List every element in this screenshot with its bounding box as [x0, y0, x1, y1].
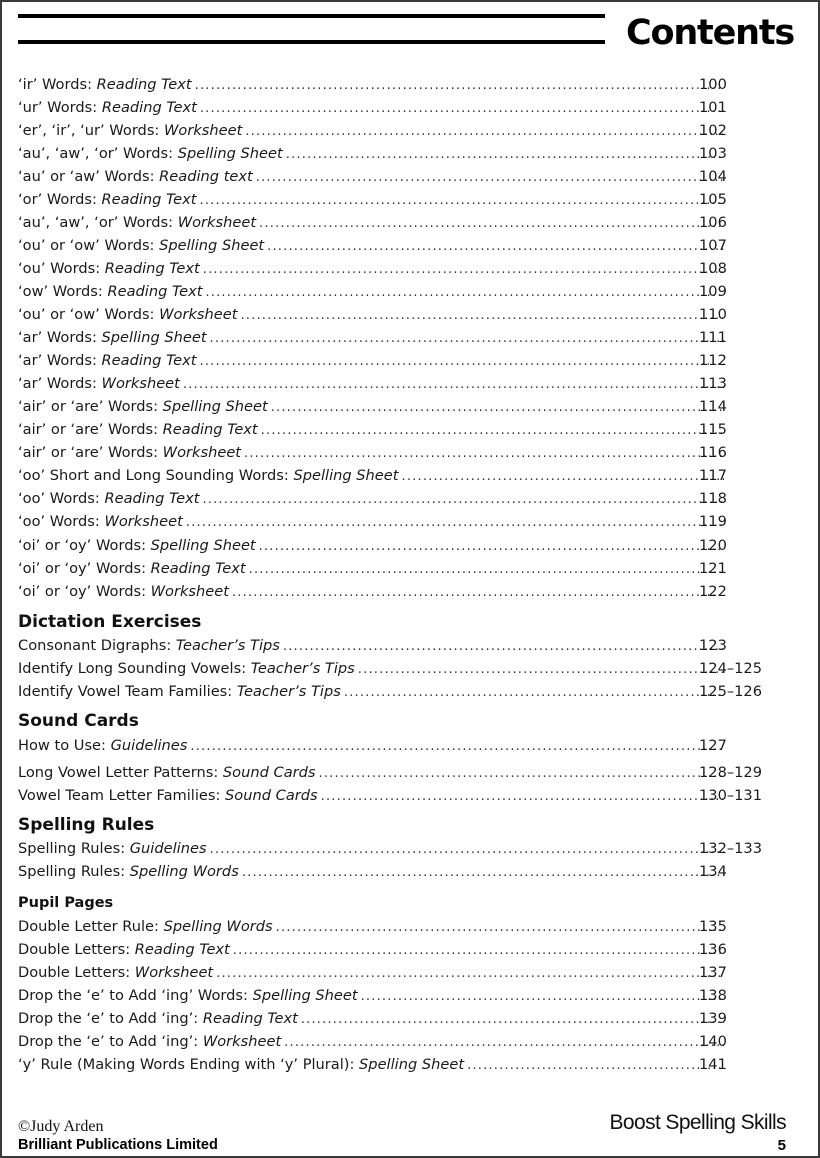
dot-leader: [301, 1010, 724, 1030]
toc-entry[interactable]: [18, 582, 728, 602]
dot-leader: [321, 787, 724, 807]
dot-leader: [195, 76, 724, 96]
toc-entry-page: 117: [699, 467, 727, 484]
header-rule-bottom: [18, 40, 605, 44]
toc-entry-type: Worksheet: [202, 1033, 282, 1050]
toc-entry-topic: Drop the ‘e’ to Add ‘ing’:: [18, 1010, 203, 1027]
toc-entry-page: 118: [699, 490, 727, 507]
toc-entry-topic: Identify Vowel Team Families:: [18, 683, 237, 700]
toc-entry-topic: ‘air’ or ‘are’ Words:: [18, 444, 163, 461]
toc-entry-type: Reading Text: [104, 490, 200, 507]
toc-entry-topic: ‘ir’ Words:: [18, 76, 97, 93]
dot-leader: [200, 191, 725, 211]
toc-entry-topic: ‘er’, ‘ir’, ‘ur’ Words:: [18, 122, 164, 139]
toc-entry-title: [18, 636, 280, 656]
toc-entry-title: [18, 305, 237, 325]
toc-entry-topic: ‘au’, ‘aw’, ‘or’ Words:: [18, 145, 178, 162]
toc-entry-page: 140: [699, 1033, 727, 1050]
toc-entry[interactable]: [18, 75, 728, 95]
toc-entry[interactable]: [18, 1055, 728, 1075]
toc-entry-topic: Drop the ‘e’ to Add ‘ing’ Words:: [18, 987, 253, 1004]
toc-entry-topic: ‘ow’ Words:: [18, 283, 108, 300]
toc-entry-title: [18, 786, 318, 806]
toc-entry-title: [18, 917, 273, 937]
toc-entry-page: 104: [699, 168, 727, 185]
publisher-name: Brilliant Publications Limited: [18, 1137, 218, 1153]
toc-entry-title: [18, 512, 183, 532]
toc-entry-title: [18, 75, 192, 95]
toc-entry-title: [18, 443, 241, 463]
dot-leader: [361, 987, 724, 1007]
toc-entry-title: [18, 489, 199, 509]
toc-entry-page: 102: [699, 122, 727, 139]
toc-entry-page: 136: [699, 941, 727, 958]
toc-entry[interactable]: [18, 144, 728, 164]
toc-entry-page: 116: [699, 444, 727, 461]
toc-entry-topic: ‘ar’ Words:: [18, 329, 102, 346]
toc-entry[interactable]: [18, 917, 728, 937]
toc-entry-type: Worksheet: [162, 444, 242, 461]
toc-entry-title: [18, 167, 253, 187]
toc-entry-title: [18, 536, 256, 556]
toc-entry-topic: ‘au’, ‘aw’, ‘or’ Words:: [18, 214, 178, 231]
toc-entry-title: [18, 374, 180, 394]
toc-entry-topic: ‘ou’ or ‘ow’ Words:: [18, 306, 160, 323]
dot-leader: [276, 918, 724, 938]
toc-entry-type: Reading Text: [150, 560, 246, 577]
toc-entry-page: 103: [699, 145, 727, 162]
toc-entry-type: Spelling Sheet: [150, 537, 256, 554]
dot-leader: [259, 537, 724, 557]
toc-entry-title: [18, 963, 213, 983]
dot-leader: [249, 560, 724, 580]
toc-entry-page: 122: [699, 583, 727, 600]
toc-entry[interactable]: [18, 374, 728, 394]
toc-entry[interactable]: [18, 1032, 728, 1052]
toc-entry[interactable]: [18, 328, 728, 348]
toc-entry-type: Reading Text: [96, 76, 192, 93]
toc-entry-page: 124–125: [699, 660, 763, 677]
toc-entry-page: 100: [699, 76, 727, 93]
dot-leader: [283, 637, 724, 657]
toc-entry-type: Spelling Sheet: [252, 987, 358, 1004]
toc-entry[interactable]: [18, 763, 763, 783]
toc-entry[interactable]: [18, 305, 728, 325]
toc-entry[interactable]: [18, 963, 728, 983]
toc-entry-page: 130–131: [699, 787, 763, 804]
toc-entry-type: Reading Text: [101, 191, 197, 208]
toc-entry-page: 123: [699, 637, 727, 654]
toc-entry-title: [18, 763, 316, 783]
toc-entry-type: Reading text: [159, 168, 253, 185]
toc-entry-topic: ‘ar’ Words:: [18, 352, 102, 369]
toc-entry-topic: ‘ur’ Words:: [18, 99, 102, 116]
toc-entry-page: 105: [699, 191, 727, 208]
toc-entry-type: Spelling Sheet: [101, 329, 207, 346]
dot-leader: [202, 490, 724, 510]
toc-entry-page: 141: [699, 1056, 727, 1073]
dot-leader: [242, 863, 724, 883]
dot-leader: [233, 941, 724, 961]
dot-leader: [205, 283, 724, 303]
dot-leader: [245, 122, 724, 142]
toc-entry-title: [18, 144, 283, 164]
toc-entry-topic: Spelling Rules:: [18, 863, 130, 880]
toc-entry-type: Reading Text: [107, 283, 203, 300]
toc-entry[interactable]: [18, 986, 728, 1006]
toc-entry-topic: ‘ar’ Words:: [18, 375, 102, 392]
toc-entry-topic: ‘oo’ Words:: [18, 513, 105, 530]
toc-entry-page: 139: [699, 1010, 727, 1027]
dot-leader: [232, 583, 724, 603]
toc-entry-title: [18, 213, 256, 233]
dot-leader: [267, 237, 724, 257]
dot-leader: [467, 1056, 724, 1076]
dot-leader: [183, 375, 724, 395]
toc-entry-title: [18, 582, 229, 602]
toc-entry-title: [18, 862, 239, 882]
toc-entry-type: Teacher’s Tips: [250, 660, 355, 677]
dot-leader: [319, 764, 724, 784]
dot-leader: [203, 260, 724, 280]
dot-leader: [358, 660, 724, 680]
toc-entry-page: 138: [699, 987, 727, 1004]
toc-entry[interactable]: [18, 786, 763, 806]
toc-entry-title: [18, 328, 207, 348]
toc-entry-title: [18, 1009, 298, 1029]
toc-entry-page: 113: [699, 375, 727, 392]
toc-entry-topic: Double Letter Rule:: [18, 918, 164, 935]
toc-entry-title: [18, 259, 200, 279]
toc-entry[interactable]: [18, 259, 728, 279]
dot-leader: [190, 737, 724, 757]
section-heading: Dictation Exercises: [18, 612, 202, 632]
page-number: 5: [777, 1137, 786, 1154]
toc-entry-title: [18, 190, 197, 210]
toc-entry-title: [18, 121, 242, 141]
toc-entry-page: 125–126: [699, 683, 763, 700]
toc-entry[interactable]: [18, 190, 728, 210]
toc-entry[interactable]: [18, 351, 728, 371]
toc-entry-page: 114: [699, 398, 727, 415]
toc-entry[interactable]: [18, 98, 728, 118]
toc-entry[interactable]: [18, 940, 728, 960]
section-heading: Spelling Rules: [18, 815, 155, 835]
toc-entry-page: 106: [699, 214, 727, 231]
toc-entry-type: Spelling Sheet: [159, 237, 265, 254]
toc-entry[interactable]: [18, 282, 728, 302]
toc-entry-title: [18, 397, 268, 417]
section-heading: Sound Cards: [18, 711, 139, 731]
toc-entry-type: Reading Text: [162, 421, 258, 438]
toc-entry-page: 111: [699, 329, 727, 346]
toc-entry[interactable]: [18, 420, 728, 440]
toc-entry-topic: Double Letters:: [18, 941, 135, 958]
toc-entry-page: 108: [699, 260, 727, 277]
toc-entry-type: Spelling Sheet: [359, 1056, 465, 1073]
toc-entry-title: [18, 98, 197, 118]
toc-entry-type: Reading Text: [104, 260, 200, 277]
dot-leader: [344, 683, 724, 703]
toc-entry[interactable]: [18, 167, 728, 187]
dot-leader: [200, 99, 724, 119]
toc-entry-page: 127: [699, 737, 727, 754]
toc-entry-topic: Double Letters:: [18, 964, 135, 981]
toc-entry-type: Sound Cards: [222, 764, 316, 781]
toc-entry-title: [18, 986, 358, 1006]
toc-entry-title: [18, 282, 202, 302]
toc-entry-page: 101: [699, 99, 727, 116]
toc-entry[interactable]: [18, 682, 763, 702]
toc-entry-page: 107: [699, 237, 727, 254]
toc-entry-type: Spelling Sheet: [162, 398, 268, 415]
toc-entry-topic: ‘au’ or ‘aw’ Words:: [18, 168, 160, 185]
toc-entry-type: Teacher’s Tips: [175, 637, 280, 654]
toc-entry-type: Spelling Sheet: [177, 145, 283, 162]
toc-entry-topic: Vowel Team Letter Families:: [18, 787, 226, 804]
toc-entry-topic: Identify Long Sounding Vowels:: [18, 660, 251, 677]
toc-entry-type: Worksheet: [150, 583, 229, 600]
toc-entry-type: Teacher’s Tips: [236, 683, 341, 700]
toc-entry-title: [18, 1032, 281, 1052]
toc-entry-type: Worksheet: [101, 375, 180, 392]
toc-entry-topic: Spelling Rules:: [18, 840, 130, 857]
toc-entry-page: 112: [699, 352, 727, 369]
dot-leader: [271, 398, 724, 418]
header-rule-top: [18, 14, 605, 18]
toc-entry-title: [18, 236, 264, 256]
toc-entry-page: 137: [699, 964, 727, 981]
toc-entry-type: Worksheet: [163, 122, 243, 139]
toc-entry-type: Guidelines: [129, 840, 207, 857]
toc-entry[interactable]: [18, 659, 763, 679]
toc-entry-title: [18, 940, 230, 960]
toc-entry-page: 134: [699, 863, 727, 880]
toc-entry-topic: How to Use:: [18, 737, 111, 754]
toc-entry-title: [18, 659, 355, 679]
dot-leader: [244, 444, 724, 464]
toc-entry-title: [18, 559, 246, 579]
toc-entry-title: [18, 420, 258, 440]
dot-leader: [240, 306, 724, 326]
page-title: Contents: [626, 13, 794, 53]
toc-entry-type: Spelling Words: [129, 863, 239, 880]
toc-entry-type: Guidelines: [110, 737, 188, 754]
toc-entry-topic: ‘y’ Rule (Making Words Ending with ‘y’ Plural):: [18, 1056, 360, 1073]
toc-entry[interactable]: [18, 397, 728, 417]
toc-entry-type: Worksheet: [104, 513, 183, 530]
toc-entry-title: [18, 736, 187, 756]
toc-entry[interactable]: [18, 236, 728, 256]
toc-entry[interactable]: [18, 862, 728, 882]
dot-leader: [216, 964, 724, 984]
dot-leader: [186, 513, 724, 533]
toc-entry-title: [18, 1055, 464, 1075]
dot-leader: [286, 145, 724, 165]
toc-entry-topic: Drop the ‘e’ to Add ‘ing’:: [18, 1033, 203, 1050]
toc-entry-title: [18, 682, 341, 702]
toc-entry-topic: Consonant Digraphs:: [18, 637, 176, 654]
dot-leader: [284, 1033, 724, 1053]
toc-entry-type: Reading Text: [134, 941, 230, 958]
toc-entry-topic: ‘oo’ Words:: [18, 490, 105, 507]
section-heading: Pupil Pages: [18, 895, 114, 911]
toc-entry-topic: ‘oo’ Short and Long Sounding Words:: [18, 467, 294, 484]
book-title: Boost Spelling Skills: [609, 1111, 786, 1134]
toc-entry-page: 132–133: [699, 840, 763, 857]
dot-leader: [210, 329, 724, 349]
dot-leader: [401, 467, 724, 487]
toc-entry[interactable]: [18, 489, 728, 509]
toc-entry-title: [18, 351, 197, 371]
toc-entry-topic: ‘oi’ or ‘oy’ Words:: [18, 583, 151, 600]
toc-entry-topic: ‘oi’ or ‘oy’ Words:: [18, 560, 151, 577]
toc-entry[interactable]: [18, 559, 728, 579]
toc-entry-topic: ‘oi’ or ‘oy’ Words:: [18, 537, 151, 554]
toc-entry-type: Spelling Words: [163, 918, 273, 935]
toc-entry[interactable]: [18, 636, 728, 656]
toc-entry-title: [18, 466, 398, 486]
toc-entry-topic: ‘or’ Words:: [18, 191, 102, 208]
toc-entry[interactable]: [18, 736, 728, 756]
toc-entry-page: 121: [699, 560, 727, 577]
toc-entry-type: Worksheet: [159, 306, 238, 323]
dot-leader: [256, 168, 724, 188]
toc-entry-page: 115: [699, 421, 727, 438]
dot-leader: [210, 840, 724, 860]
dot-leader: [261, 421, 724, 441]
dot-leader: [259, 214, 724, 234]
toc-entry[interactable]: [18, 839, 763, 859]
toc-entry-topic: ‘air’ or ‘are’ Words:: [18, 398, 163, 415]
toc-entry[interactable]: [18, 466, 728, 486]
toc-entry-type: Reading Text: [101, 352, 197, 369]
toc-entry-type: Sound Cards: [225, 787, 318, 804]
toc-entry-topic: Long Vowel Letter Patterns:: [18, 764, 223, 781]
toc-entry-topic: ‘ou’ or ‘ow’ Words:: [18, 237, 160, 254]
toc-entry-type: Worksheet: [134, 964, 214, 981]
dot-leader: [200, 352, 724, 372]
toc-entry-type: Reading Text: [202, 1010, 298, 1027]
toc-entry-page: 119: [699, 513, 727, 530]
toc-entry-type: Spelling Sheet: [293, 467, 399, 484]
toc-entry[interactable]: [18, 512, 728, 532]
toc-entry-page: 128–129: [699, 764, 763, 781]
toc-entry-page: 135: [699, 918, 727, 935]
copyright-notice: ©Judy Arden: [18, 1118, 104, 1135]
toc-entry[interactable]: [18, 443, 728, 463]
toc-entry-topic: ‘air’ or ‘are’ Words:: [18, 421, 163, 438]
toc-entry-page: 120: [699, 537, 727, 554]
toc-entry-type: Reading Text: [101, 99, 197, 116]
toc-entry-type: Worksheet: [177, 214, 257, 231]
toc-entry-topic: ‘ou’ Words:: [18, 260, 105, 277]
toc-entry[interactable]: [18, 536, 728, 556]
toc-entry-page: 109: [699, 283, 727, 300]
toc-entry[interactable]: [18, 1009, 728, 1029]
toc-entry-page: 110: [699, 306, 727, 323]
toc-entry[interactable]: [18, 121, 728, 141]
toc-entry[interactable]: [18, 213, 728, 233]
toc-entry-title: [18, 839, 207, 859]
